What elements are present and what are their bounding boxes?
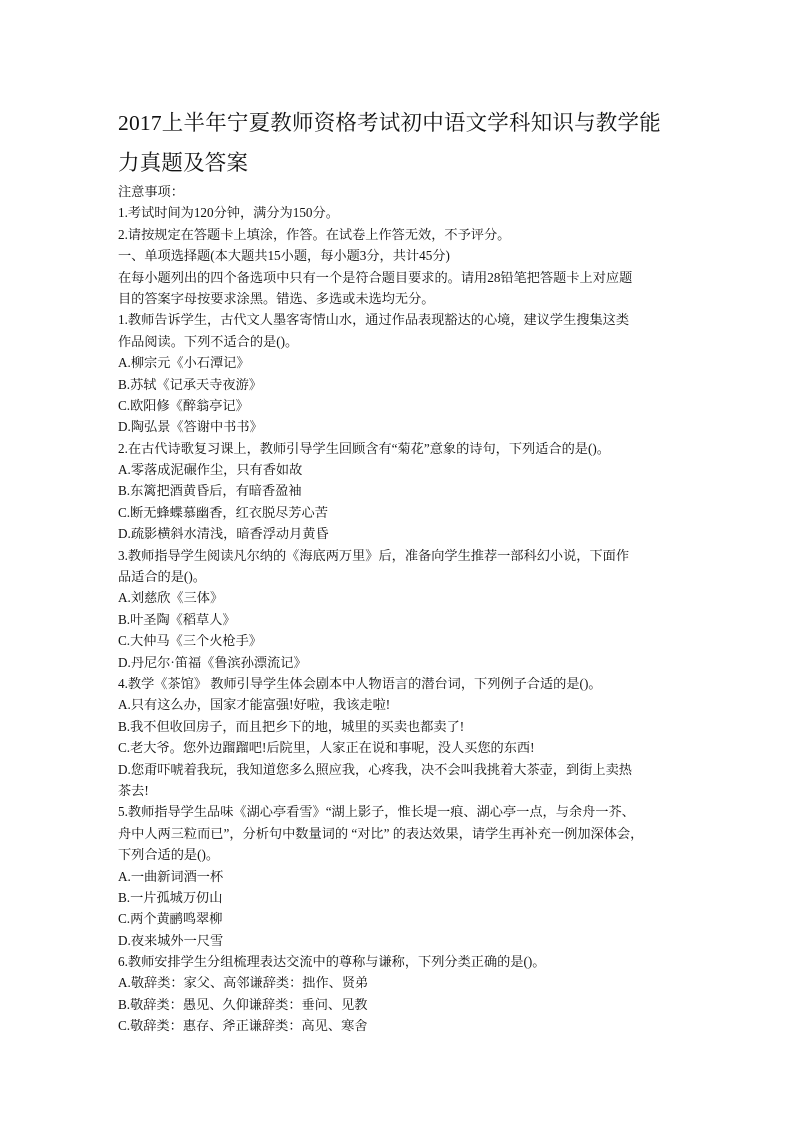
question-2-option-d: D.疏影横斜水清浅，暗香浮动月黄昏: [118, 526, 329, 542]
question-4-option-c: C.老大爷。您外边蹓蹓吧!后院里，人家正在说和事呢，没人买您的东西!: [118, 740, 535, 756]
question-4-stem: 4.教学《茶馆》 教师引导学生体会剧本中人物语言的潜台词，下列例子合适的是()。: [118, 675, 602, 691]
question-6-stem: 6.教师安排学生分组梳理表达交流中的尊称与谦称，下列分类正确的是()。: [118, 954, 546, 970]
section-heading: 一、单项选择题(本大题共15小题，每小题3分，共计45分): [118, 248, 450, 264]
question-5-option-d: D.夜来城外一尺雪: [118, 932, 224, 948]
question-5-stem: 5.教师指导学生品味《湖心亭看雪》“湖上影子，惟长堤一痕、湖心亭一点，与余舟一芥、: [118, 804, 635, 820]
question-6-option-c: C.敬辞类：惠存、斧正谦辞类：高见、寒舍: [118, 1018, 368, 1034]
section-instructions: 目的答案字母按要求涂黑。错选、多选或未选均无分。: [118, 290, 435, 306]
question-6-option-b: B.敬辞类：愚见、久仰谦辞类：垂问、见教: [118, 996, 368, 1012]
question-1-option-b: B.苏轼《记承天寺夜游》: [118, 376, 262, 392]
question-4-option-d: D.您甭吓唬着我玩，我知道您多么照应我，心疼我，决不会叫我挑着大茶壶，到街上卖热: [118, 761, 632, 777]
question-5-option-c: C.两个黄鹂鸣翠柳: [118, 911, 223, 927]
question-1-stem: 作品阅读。下列不适合的是()。: [118, 333, 299, 349]
document-title-line-2: 力真题及答案: [118, 151, 249, 175]
question-3-option-a: A.刘慈欣《三体》: [118, 590, 224, 606]
question-1-option-a: A.柳宗元《小石潭记》: [118, 355, 250, 371]
notice-heading: 注意事项：: [118, 184, 184, 199]
notice-item: 2.请按规定在答题卡上填涂，作答。在试卷上作答无效，不予评分。: [118, 226, 511, 242]
question-2-stem: 2.在古代诗歌复习课上，教师引导学生回顾含有“菊花”意象的诗句，下列适合的是()。: [118, 440, 610, 456]
question-2-option-b: B.东篱把酒黄昏后，有暗香盈袖: [118, 483, 302, 499]
question-6-option-a: A.敬辞类：家父、高邻谦辞类：拙作、贤弟: [118, 975, 369, 991]
question-3-option-b: B.叶圣陶《稻草人》: [118, 611, 236, 627]
question-2-option-a: A.零落成泥碾作尘，只有香如故: [118, 462, 303, 478]
question-1-stem: 1.教师告诉学生，古代文人墨客寄情山水，通过作品表现豁达的心境，建议学生搜集这类: [118, 312, 630, 328]
document-body: [118, 181, 643, 1037]
question-4-option-d: 茶去!: [118, 782, 149, 798]
question-3-stem: 3.教师指导学生阅读凡尔纳的《海底两万里》后，准备向学生推荐一部科幻小说，下面作: [118, 547, 630, 563]
question-5-stem: 下列合适的是()。: [118, 847, 220, 863]
notice-item: 1.考试时间为120分钟，满分为150分。: [118, 205, 339, 221]
question-5-option-a: A.一曲新词酒一杯: [118, 868, 224, 884]
question-1-option-c: C.欧阳修《醉翁亭记》: [118, 397, 249, 413]
question-3-stem: 品适合的是()。: [118, 569, 206, 585]
question-4-option-a: A.只有这么办，国家才能富强!好啦，我该走啦!: [118, 697, 391, 713]
question-2-option-c: C.断无蜂蝶慕幽香，红衣脱尽芳心苦: [118, 504, 328, 520]
section-instructions: 在每小题列出的四个备选项中只有一个是符合题目要求的。请用28铅笔把答题卡上对应题: [118, 269, 633, 285]
question-3-option-d: D.丹尼尔·笛福《鲁滨孙漂流记》: [118, 654, 307, 670]
question-3-option-c: C.大仲马《三个火枪手》: [118, 633, 262, 649]
question-5-stem: 舟中人两三粒而已”，分析句中数量词的 “对比” 的表达效果，请学生再补充一例加深体会，: [118, 825, 644, 841]
question-5-option-b: B.一片孤城万仞山: [118, 889, 223, 905]
document-title-line-1: 2017上半年宁夏教师资格考试初中语文学科知识与教学能: [118, 111, 661, 135]
question-1-option-d: D.陶弘景《答谢中书书》: [118, 419, 263, 435]
question-4-option-b: B.我不但收回房子，而且把乡下的地，城里的买卖也都卖了!: [118, 718, 465, 734]
